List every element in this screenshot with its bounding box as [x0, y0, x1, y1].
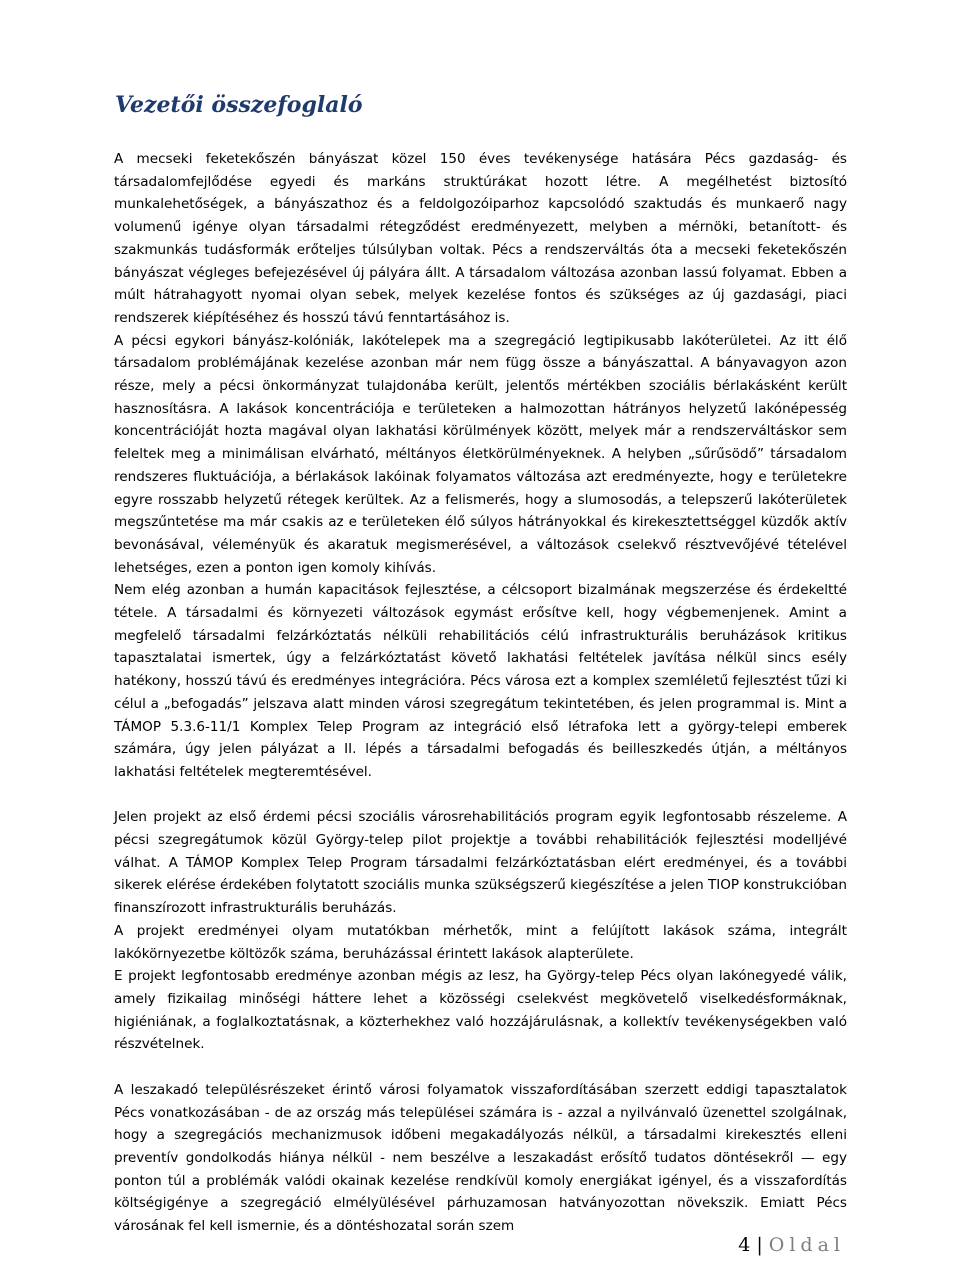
footer-separator: |	[756, 1234, 763, 1256]
paragraph-project: Jelen projekt az első érdemi pécsi szociális városrehabilitációs program egyik legfontosabb részeleme. A pécsi szegregátumok közül György-telep pilot projektje a további rehabilitációk fejlesztési modelljévé válhat. A TÁMOP Komplex Telep Program társadalmi felzárkóztatásban elért eredményei, és a további sikerek elérése érdekében folytatott szociális munka szükségszerű kiegészítése a jelen TIOP konstrukcióban finanszírozott infrastrukturális beruházás.	[114, 809, 847, 917]
paragraph-segregation: A pécsi egykori bányász-kolóniák, lakótelepek ma a szegregáció legtipikusabb lakóterületei. Az itt élő társadalom problémájának kezelése azonban már nem függ össze a bányászattal. A bányavagyon azon része, mely a pécsi önkormányzat tulajdonába került, jelentős mértékben szociális bérlakásként került hasznosításra. A lakások koncentrációja e területeken a halmozottan hátrányos helyzetű lakónépesség koncentrációját hozta magával olyan lakhatási körülmények között, melyek már a rendszerváltáskor sem feleltek meg a minimálisan elvárható, méltányos életkörülményeknek. A helyben „sűrűsödő” társadalom rendszeres fluktuációja, a bérlakások lakóinak folyamatos változása azt eredményezte, hogy e területekre egyre rosszabb helyzetű rétegek kerültek. Az a felismerés, hogy a slumosodás, a telepszerű lakóterületek megszűntetése ma már csakis az e területeken élő súlyos hátrányokkal és kirekesztettséggel küzdők aktív bevonásával, véleményük és akaratuk megismerésével, a változások cselekvő résztvevőjévé tételével lehetséges, ezen a ponton igen komoly kihívás.	[114, 332, 847, 576]
page-title: Vezetői összefoglaló	[115, 92, 363, 118]
body-text	[114, 148, 847, 1238]
page-footer	[738, 1234, 845, 1256]
paragraph-main-result: E projekt legfontosabb eredménye azonban mégis az lesz, ha György-telep Pécs olyan lakónegyedé válik, amely fizikailag minőségi háttere lehet a közösségi cselekvést megkövetelő viselkedésformáknak, higiéniának, a foglalkoztatásnak, a közterhekhez való hozzájárulásnak, a kollektív tevékenységekben való részvételnek.	[114, 968, 847, 1053]
paragraph-integration: Nem elég azonban a humán kapacitások fejlesztése, a célcsoport bizalmának megszerzése és érdekeltté tétele. A társadalmi és környezeti változások egymást erősítve kell, hogy végbemenjenek. Amint a megfelelő társadalmi felzárkóztatás nélküli rehabilitációs célú infrastrukturális beruházások kritikus tapasztalatai ismertek, úgy a felzárkóztatást követő lakhatási feltételek javítása nélkül sincs esély hatékony, hosszú távú és eredményes integrációra. Pécs városa ezt a komplex szemléletű fejlesztést tűzi ki célul a „befogadás” jelszava alatt minden városi szegregátum tekintetében, és jelen programmal is. Mint a TÁMOP 5.3.6-11/1 Komplex Telep Program az integráció első létrafoka lett a györgy-telepi emberek számára, úgy jelen pályázat a II. lépés a társadalmi befogadás és beilleszkedés útján, a méltányos lakhatási feltételek megteremtésével.	[114, 582, 847, 780]
page-number: 4	[738, 1234, 751, 1256]
paragraph-indicators: A projekt eredményei olyam mutatókban mérhetők, mint a felújított lakások száma, integrált lakókörnyezetbe költözők száma, beruházással érintett lakások alapterülete.	[114, 922, 847, 962]
paragraph-experiences: A leszakadó településrészeket érintő városi folyamatok visszafordításában szerzett eddigi tapasztalatok Pécs vonatkozásában - de az ország más települései számára is - azzal a nyilvánvaló üzenettel szolgálnak, hogy a szegregációs mechanizmusok időbeni megakadályozás nélkül, a társadalmi kirekesztés elleni preventív gondolkodás hiánya nélkül - nem beszélve a leszakadást erősítő tudatos döntésekről — egy ponton túl a problémák valódi okainak kezelése rendkívül komoly energiákat igényel, és a visszafordítás költségigénye a szegregáció elmélyülésével párhuzamosan hatványozottan növekszik. Emiatt Pécs városának fel kell ismernie, és a döntéshozatal során szem	[114, 1081, 847, 1235]
page-label: Oldal	[768, 1234, 845, 1256]
paragraph-mining-history: A mecseki feketekőszén bányászat közel 150 éves tevékenysége hatására Pécs gazdaság- és társadalomfejlődése egyedi és markáns struktúrákat hozott létre. A megélhetést biztosító munkalehetőségek, a bányászathoz és a feldolgozóiparhoz kapcsolódó szaktudás és munkaerő nagy volumenű igénye olyan társadalmi rétegződést eredményezett, melyben a mérnöki, betanított- és szakmunkás tudásformák erőteljes túlsúlyban voltak. Pécs a rendszerváltás óta a mecseki feketekőszén bányászat végleges befejezésével új pályára állt. A társadalom változása azonban lassú folyamat. Ebben a múlt hátrahagyott nyomai olyan sebek, melyek kezelése fontos és szükséges az új gazdasági, piaci rendszerek kiépítéséhez és hosszú távú fenntartásához is.	[114, 151, 847, 326]
